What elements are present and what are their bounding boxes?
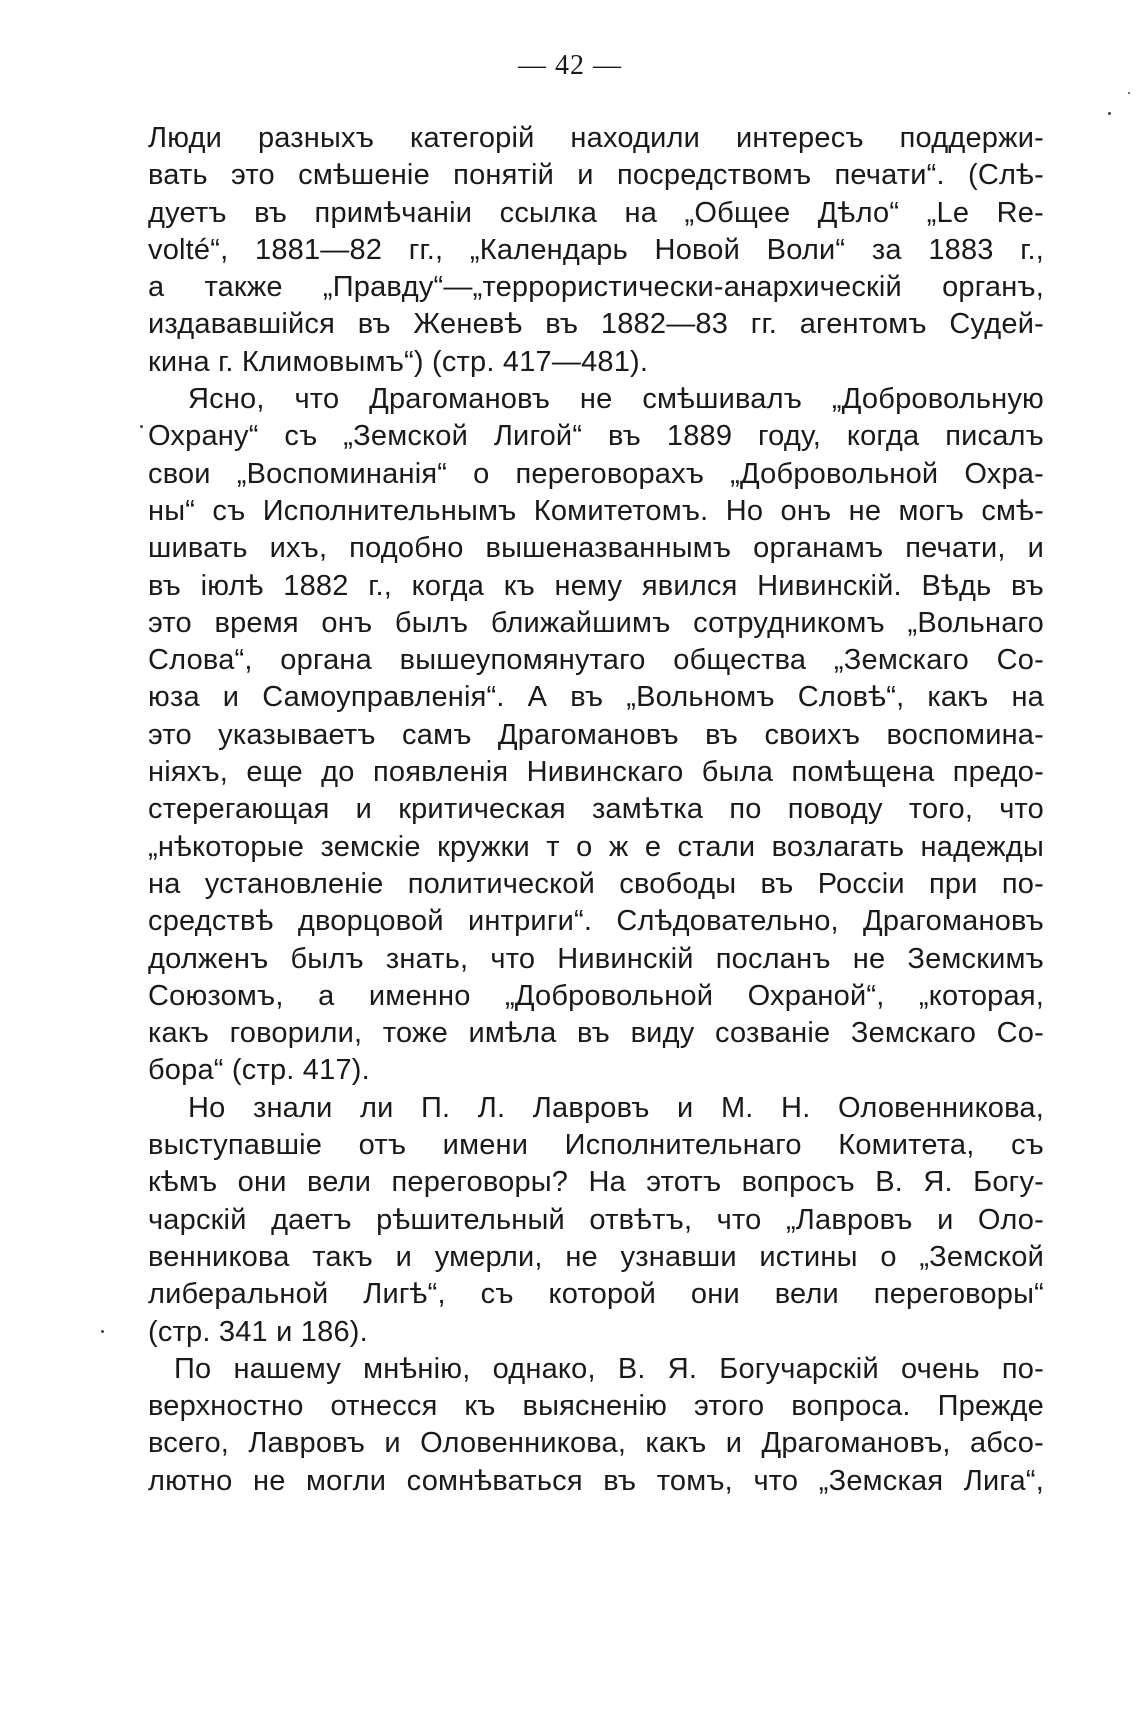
text-line: средствѣ дворцовой интриги“. Слѣдовательно, Драгомановъ [148,905,1044,938]
text-line: „нѣкоторые земскіе кружки т о ж е стали возлагать надежды [148,830,1044,863]
text-line: шивать ихъ, подобно вышеназваннымъ органамъ печати, и [148,532,1044,565]
text-line: кина г. Климовымъ“) (стр. 417—481). [148,345,649,378]
text-line: это время онъ былъ ближайшимъ сотрудникомъ „Вольнаго [148,606,1044,639]
text-line: ніяхъ, еще до появленія Нивинскаго была помѣщена предо- [148,756,1044,789]
text-line: Люди разныхъ категорій находили интересъ поддержи- [148,122,1044,154]
text-line: Но знали ли П. Л. Лавровъ и М. Н. Оловенникова, [188,1091,1044,1124]
text-line: Союзомъ, а именно „Добровольной Охраной“, „которая, [148,979,1044,1012]
text-line: (стр. 341 и 186). [148,1315,368,1348]
text-line: лютно не могли сомнѣваться въ томъ, что „Земская Лига“, [148,1464,1044,1497]
text-line: либеральной Лигѣ“, съ которой они вели переговоры“ [148,1278,1044,1311]
text-line: свои „Воспоминанія“ о переговорахъ „Добровольной Охра- [148,457,1044,490]
page-number: — 42 — [518,50,622,81]
scan-speck [1128,92,1130,94]
text-line: выступавшіе отъ имени Исполнительнаго Комитета, съ [148,1129,1044,1162]
text-line: volté“, 1881—82 гг., „Календарь Новой Воли“ за 1883 г., [148,233,1044,266]
text-line: Слова“, органа вышеупомянутаго общества „Земскаго Со- [148,644,1044,677]
scan-speck [101,1330,104,1333]
text-line: издававшійся въ Женевѣ въ 1882—83 гг. агентомъ Судей- [148,308,1044,341]
text-line: въ іюлѣ 1882 г., когда къ нему явился Нивинскій. Вѣдь въ [148,569,1044,602]
text-line: бора“ (стр. 417). [148,1054,370,1087]
text-line: какъ говорили, тоже имѣла въ виду созваніе Земскаго Со- [148,1017,1044,1050]
text-line: Ясно, что Драгомановъ не смѣшивалъ „Добровольную [188,383,1044,416]
scan-speck [140,425,143,428]
text-line: чарскій даетъ рѣшительный отвѣтъ, что „Лавровъ и Оло- [148,1203,1044,1236]
text-line: юза и Самоуправленія“. А въ „Вольномъ Словѣ“, какъ на [148,681,1044,714]
text-line: ны“ съ Исполнительнымъ Комитетомъ. Но онъ не могъ смѣ- [148,494,1044,527]
text-line: стерегающая и критическая замѣтка по поводу того, что [148,793,1044,826]
text-line: По нашему мнѣнію, однако, В. Я. Богучарскій очень по- [174,1352,1044,1385]
text-line: вать это смѣшеніе понятій и посредствомъ печати“. (Слѣ- [148,159,1044,192]
text-line: кѣмъ они вели переговоры? На этотъ вопросъ В. Я. Богу- [148,1166,1044,1199]
body-text [148,120,1044,1500]
text-line: долженъ былъ знать, что Нивинскій посланъ не Земскимъ [148,942,1044,975]
text-line: Охрану“ съ „Земской Лигой“ въ 1889 году, когда писалъ [148,420,1044,453]
text-line: это указываетъ самъ Драгомановъ въ своихъ воспомина- [148,718,1044,751]
text-line: дуетъ въ примѣчаніи ссылка на „Общее Дѣло“ „Le Re- [148,196,1044,229]
text-line: всего, Лавровъ и Оловенникова, какъ и Драгомановъ, абсо- [148,1427,1044,1460]
text-line: на установленіе политической свободы въ Россіи при по- [148,867,1044,900]
text-line: венникова такъ и умерли, не узнавши истины о „Земской [148,1240,1044,1273]
scan-speck [1108,112,1111,115]
text-line: а также „Правду“—„террористически-анархическій органъ, [148,271,1044,304]
text-line: верхностно отнесся къ выясненію этого вопроса. Прежде [148,1390,1044,1423]
